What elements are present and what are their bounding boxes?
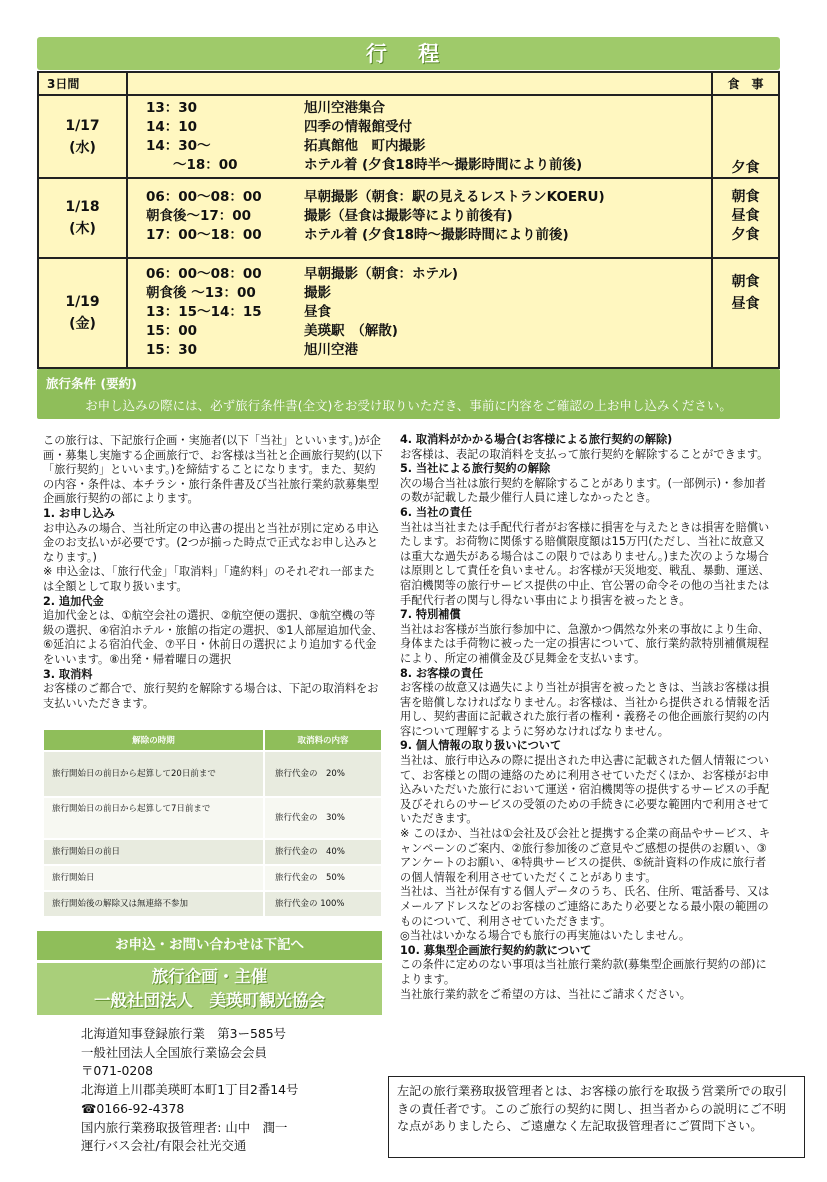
travel-conditions-text: お申し込みの際には、必ず旅行条件書(全文)をお受け取りいただき、事前に内容をご確認の上お申し込みください。: [85, 398, 732, 413]
section-title: 10. 募集型企画旅行契約約款について: [400, 943, 592, 957]
schedule-time: 15：00: [146, 323, 198, 339]
section-title: 7. 特別補償: [400, 608, 461, 622]
schedule-desc: 早朝撮影（朝食：駅の見えるレストランKOERU): [304, 189, 605, 205]
meal-label: [713, 137, 778, 156]
section-text: お申込みの場合、当社所定の申込書の提出と当社が別に定める申込金のお支払いが必要です。(2つが揃った時点で正式なお申し込みとなります。): [43, 521, 379, 564]
meal-label: 夕食: [731, 227, 760, 243]
contact-bar: お申込・お問い合わせは下記へ: [37, 931, 382, 960]
bus-company: 運行バス会社/有限会社光交通: [81, 1138, 247, 1154]
cancel-period: 旅行開始日の前日: [44, 839, 264, 865]
section-note: ※ このほか、当社は①会社及び会社と提携する企業の商品やサービス、キャンペーンのご案内、②旅行参加後のご意見やご感想の提供のお願い、③アンケートのお願い、④特典サービスの提供、⑤統計資料の作成に旅行者の個人情報を利用させていただくことがあります。: [400, 827, 771, 884]
schedule-time: 17：00～18：00: [146, 227, 262, 243]
schedule-row: [146, 156, 711, 175]
section-text: 当社旅行業約款をご希望の方は、当社にご請求ください。: [400, 987, 691, 1001]
schedule-desc: 撮影（昼食は撮影等により前後有): [304, 208, 513, 224]
cancel-fee: 旅行代金の 40%: [264, 839, 381, 865]
day-row-2: [38, 178, 779, 258]
postal-code: 〒071-0208: [81, 1063, 154, 1079]
meal-label: [713, 265, 778, 273]
organizer-name: 一般社団法人 美瑛町観光協会: [94, 991, 325, 1010]
travel-conditions-title: 旅行条件 (要約): [46, 376, 137, 391]
schedule-time: 14：30～: [146, 138, 211, 154]
day-3-date: [38, 258, 127, 368]
schedule-desc: 旭川空港: [304, 342, 358, 358]
schedule-desc: ホテル着 (夕食18時～撮影時間により前後): [304, 227, 569, 243]
schedule-row: [146, 118, 711, 137]
schedule-time: 14：10: [146, 119, 198, 135]
meal-label: 朝食: [731, 274, 760, 290]
day-1-weekday: (水): [69, 139, 96, 156]
duration-header: 3日間: [38, 72, 127, 95]
table-row: [44, 891, 381, 917]
schedule-row: [146, 226, 711, 245]
cancel-fee-header: 取消料の内容: [264, 730, 381, 751]
day-1-schedule: [127, 95, 712, 178]
section-title: 4. 取消料がかかる場合(お客様による旅行契約の解除): [400, 433, 673, 446]
cancel-period: 旅行開始日の前日から起算して7日前まで: [44, 797, 264, 839]
section-text: 当社は、旅行申込みの際に提出された申込書に記載された個人情報について、お客様との間の連絡のために利用させていただくほか、お客様がお申込みいただいた旅行において運送・宿泊機関等の提供するサービスの手配及びそれらのサービスの受領のための手続きに必要な範囲内で利用させていただきます。: [400, 754, 770, 826]
schedule-time: 06：00～08：00: [146, 189, 262, 205]
section-text: ◎当社はいかなる場合でも旅行の再実施はいたしません。: [400, 929, 691, 943]
cancel-fee: 旅行代金の 50%: [264, 865, 381, 891]
section-title: 1. お申し込み: [43, 506, 115, 520]
schedule-row: [146, 303, 711, 322]
meal-label: 昼食: [731, 208, 760, 224]
table-row: [44, 839, 381, 865]
section-text: 当社は当社または手配代行者がお客様に損害を与えたときは損害を賠償いたします。お荷物に関係する賠償限度額は15万円(ただし、当社に故意又は重大な過失がある場合はこの限りではありません。)また次のような場合は原則として責任を負いません。お客様が天災地変、戦乱、暴動、運送、宿泊機関等の旅行サービス提供の中止、官公署の命令その他の当社または手配代行者の関与し得ない事由により損害を被ったとき。: [400, 520, 770, 607]
schedule-desc: 撮影: [304, 285, 331, 301]
day-2-date-text: 1/18: [65, 199, 100, 215]
section-text: お客様のご都合で、旅行契約を解除する場合は、下記の取消料をお支払いいただきます。: [43, 682, 379, 710]
cancel-period-header: 解除の時期: [44, 730, 264, 751]
day-3-schedule: [127, 258, 712, 368]
cancellation-fee-table: [44, 730, 381, 918]
schedule-desc: 早朝撮影（朝食：ホテル): [304, 266, 458, 282]
day-2-meals: [712, 178, 779, 258]
association-membership: 一般社団法人全国旅行業協会会員: [81, 1044, 267, 1060]
section-title: 3. 取消料: [43, 667, 93, 681]
schedule-time: 朝食後～17：00: [146, 208, 252, 224]
schedule-header: [127, 72, 712, 95]
section-title: 6. 当社の責任: [400, 505, 472, 519]
table-row: [44, 797, 381, 839]
right-terms-column: [400, 433, 775, 1002]
cancel-period: 旅行開始日の前日から起算して20日前まで: [44, 751, 264, 797]
cancel-fee: 旅行代金の 30%: [264, 797, 381, 839]
day-2-schedule: [127, 178, 712, 258]
schedule-time: 13：15～14：15: [146, 304, 262, 320]
schedule-desc: 旭川空港集合: [304, 100, 385, 116]
section-text: 次の場合当社は旅行契約を解除することがあります。(一部例示)・参加者の数が記載した最少催行人員に達しなかったとき。: [400, 476, 766, 505]
schedule-row: [146, 188, 711, 207]
address: 北海道上川郡美瑛町本町1丁目2番14号: [81, 1082, 299, 1098]
intro-text: この旅行は、下記旅行企画・実施者(以下「当社」といいます。)が企画・募集し実施する企画旅行で、お客様は当社と企画旅行契約(以下「旅行契約」といいます。)を締結することになります。また、契約の内容・条件は、本チラシ・旅行条件書及び当社旅行業約款募集型企画旅行契約の部によります。: [43, 434, 383, 506]
cancel-table-header: [44, 730, 381, 751]
day-3-date-text: 1/19: [65, 294, 100, 310]
meal-label: 夕食: [731, 160, 760, 176]
section-title: 8. お客様の責任: [400, 666, 484, 680]
section-title: 9. 個人情報の取り扱いについて: [400, 739, 562, 753]
day-row-3: [38, 258, 779, 368]
itinerary-title: 行 程: [365, 42, 452, 66]
schedule-desc: 拓真館他 町内撮影: [304, 138, 426, 154]
cancel-fee: 旅行代金の 20%: [264, 751, 381, 797]
table-row: [44, 865, 381, 891]
itinerary-header-row: [38, 72, 779, 95]
schedule-time: 13：30: [146, 100, 198, 116]
travel-manager: 国内旅行業務取扱管理者: 山中 潤一: [81, 1119, 288, 1135]
schedule-time: 15：30: [146, 342, 198, 358]
schedule-row: [146, 322, 711, 341]
day-1-date: [38, 95, 127, 178]
cancel-period: 旅行開始日: [44, 865, 264, 891]
schedule-desc: ホテル着 (夕食18時半～撮影時間により前後): [304, 157, 583, 173]
day-2-weekday: (木): [69, 221, 96, 237]
day-3-weekday: (金): [69, 316, 96, 332]
day-row-1: [38, 95, 779, 178]
schedule-desc: 美瑛駅 （解散): [304, 323, 398, 339]
section-text: お客様の故意又は過失により当社が損害を被ったときは、当該お客様は損害を賠償しなければなりません。お客様は、当社から提供される情報を活用し、契約書面に記載された旅行者の権利・義務その他企画旅行契約の内容について理解するように努めなければなりません。: [400, 681, 770, 738]
section-title: 2. 追加代金: [43, 594, 104, 608]
meal-label: [713, 99, 778, 118]
phone-number: ☎0166-92-4378: [81, 1100, 185, 1116]
table-row: [44, 751, 381, 797]
schedule-row: [146, 207, 711, 226]
meals-header: 食 事: [712, 72, 779, 95]
section-note: ※ 申込金は、「旅行代金」「取消料」「違約料」のそれぞれ一部または全額として取り扱います。: [43, 565, 375, 593]
schedule-row: [146, 284, 711, 303]
itinerary-table: [37, 71, 780, 369]
schedule-time: ～18：00: [146, 157, 238, 173]
day-1-date-text: 1/17: [65, 117, 100, 134]
schedule-row: [146, 99, 711, 118]
meal-label: 朝食: [731, 189, 760, 205]
section-text: お客様は、表記の取消料を支払って旅行契約を解除することができます。: [400, 447, 769, 461]
schedule-row: [146, 265, 711, 284]
day-1-meals: [712, 95, 779, 178]
meal-label: [713, 118, 778, 137]
day-2-date: [38, 178, 127, 258]
organizer-info: [81, 1025, 298, 1156]
section-text: 追加代金とは、①航空会社の選択、②航空便の選択、③航空機の等級の選択、④宿泊ホテル・旅館の指定の選択、⑤1人部屋追加代金、⑥延泊による宿泊代金、⑦平日・休前日の選択により追加する代金をいいます。⑧出発・帰着曜日の選択: [43, 609, 383, 666]
registration-number: 北海道知事登録旅行業 第3ー585号: [81, 1026, 287, 1041]
schedule-desc: 四季の情報館受付: [304, 119, 412, 135]
organizer-bar: [37, 963, 382, 1015]
schedule-time: 06：00～08：00: [146, 266, 262, 282]
meal-label: 昼食: [731, 296, 760, 312]
left-terms-column: [43, 434, 383, 711]
organizer-role: 旅行企画・主催: [151, 967, 268, 986]
schedule-row: [146, 137, 711, 156]
section-text: この条件に定めのない事項は当社旅行業約款(募集型企画旅行契約の部)によります。: [400, 958, 767, 986]
travel-conditions-bar: [37, 369, 780, 419]
schedule-time: 朝食後 ～13：00: [146, 285, 256, 301]
day-3-meals: [712, 258, 779, 368]
section-text: 当社はお客様が当旅行参加中に、急激かつ偶然な外来の事故により生命、身体または手荷物に被った一定の損害について、旅行業約款特別補償規程により、所定の補償金及び見舞金を支払います。: [400, 622, 770, 665]
cancel-fee: 旅行代金の 100%: [264, 891, 381, 917]
travel-manager-note: 左記の旅行業務取扱管理者とは、お客様の旅行を取扱う営業所での取引きの責任者です。このご旅行の契約に関し、担当者からの説明にご不明な点がありましたら、ご遠慮なく左記取扱管理者にご質問下さい。: [388, 1076, 805, 1158]
schedule-desc: 昼食: [304, 304, 331, 320]
section-text: 当社は、当社が保有する個人データのうち、氏名、住所、電話番号、又はメールアドレスなどのお客様のご連絡にあたり必要となる最小限の範囲のものについて、利用させていただきます。: [400, 885, 770, 928]
schedule-row: [146, 341, 711, 360]
itinerary-title-bar: [37, 37, 780, 70]
section-title: 5. 当社による旅行契約の解除: [400, 462, 551, 476]
cancel-period: 旅行開始後の解除又は無連絡不参加: [44, 891, 264, 917]
